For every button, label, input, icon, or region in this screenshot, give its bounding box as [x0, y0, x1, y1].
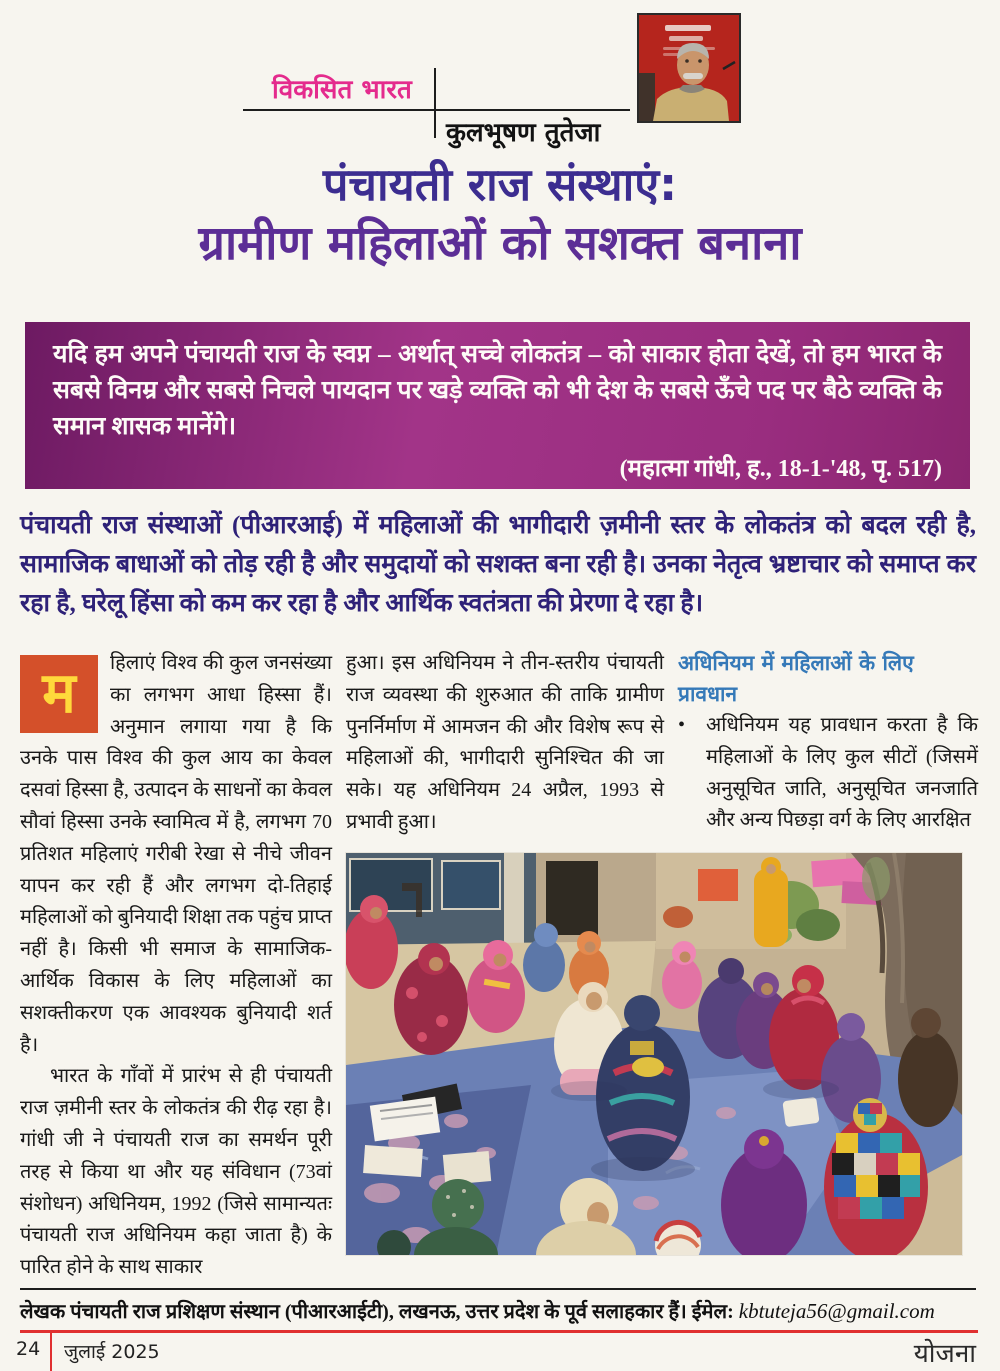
- issue-date: जुलाई 2025: [64, 1341, 160, 1363]
- column-3: [678, 648, 978, 837]
- masthead-vertical-divider: [434, 68, 436, 138]
- title-line-1: पंचायती राज संस्थाएं:: [322, 158, 678, 211]
- footer-red-divider: [50, 1330, 52, 1371]
- title-line-2: ग्रामीण महिलाओं को सशक्त बनाना: [198, 215, 802, 271]
- article-title: [0, 156, 1000, 274]
- quote-attribution: (महात्मा गांधी, ह., 18-1-'48, पृ. 517): [619, 456, 942, 482]
- intro-paragraph: पंचायती राज संस्थाओं (पीआरआई) में महिलाओं की भागीदारी ज़मीनी स्तर के लोकतंत्र को बदल रही है, सामाजिक बाधाओं को तोड़ रही है और समुदायों को सशक्त बना रही है। उनका नेतृत्व भ्रष्टाचार को समाप्त कर रहा है, घरेलू हिंसा को कम कर रहा है और आर्थिक स्वतंत्रता की प्रेरणा दे रहा है।: [20, 512, 976, 617]
- drop-cap: म: [20, 655, 98, 733]
- village-meeting-photo-graphic: [346, 853, 962, 1255]
- village-meeting-photo: [346, 853, 962, 1255]
- author-email: kbtuteja56@gmail.com: [738, 1299, 935, 1323]
- author-photo: [637, 13, 741, 123]
- magazine-name: योजना: [913, 1339, 976, 1368]
- provisions-heading: अधिनियम में महिलाओं के लिए प्रावधान: [678, 651, 914, 706]
- bullet-item: [678, 710, 978, 837]
- column-1-paragraph-2: भारत के गाँवों में प्रारंभ से ही पंचायती राज ज़मीनी स्तर के लोकतंत्र की रीढ़ रहा है। गांधी जी ने पंचायती राज का समर्थन पूरी तरह से किया था और यह संविधान (73वां संशोधन) अधिनियम, 1992 (जिसे सामान्यतः पंचायती राज अधिनियम कहा जाता है) के पारित होने के साथ साकार: [20, 1065, 332, 1279]
- author-note: [20, 1297, 976, 1324]
- column-2-paragraph: हुआ। इस अधिनियम ने तीन-स्तरीय पंचायती राज व्यवस्था की शुरुआत की ताकि ग्रामीण पुनर्निर्माण में आमजन की और विशेष रूप से महिलाओं की, भागीदारी सुनिश्चित की जा सके। यह अधिनियम 24 अप्रैल, 1993 से प्रभावी हुआ।: [346, 652, 664, 833]
- masthead-horizontal-rule: [243, 109, 630, 111]
- page-number: 24: [16, 1338, 41, 1360]
- quote-text: यदि हम अपने पंचायती राज के स्वप्न – अर्थात् सच्चे लोकतंत्र – को साकार होता देखें, तो हम भारत के सबसे विनम्र और सबसे निचले पायदान पर खड़े व्यक्ति को भी देश के सबसे ऊँचे पद पर बैठे व्यक्ति के समान शासक मानेंगे।: [53, 341, 942, 440]
- column-1-paragraph-1: [20, 648, 332, 1061]
- footer-red-line: [20, 1330, 978, 1333]
- bullet-marker-icon: •: [678, 714, 686, 736]
- column-1: [20, 648, 332, 1284]
- author-name: कुलभूषण तुतेजा: [446, 118, 601, 148]
- author-note-text: लेखक पंचायती राज प्रशिक्षण संस्थान (पीआरआईटी), लखनऊ, उत्तर प्रदेश के पूर्व सलाहकार हैं। ईमेल:: [20, 1301, 739, 1323]
- bullet-text: अधिनियम यह प्रावधान करता है कि महिलाओं के लिए कुल सीटों (जिसमें अनुसूचित जाति, अनुसूचित जनजाति और अन्य पिछड़ा वर्ग के लिए आरक्षित: [706, 714, 978, 832]
- column-1-paragraph-1-text: हिलाएं विश्व की कुल जनसंख्या का लगभग आधा हिस्सा हैं। अनुमान लगाया गया है कि उनके पास विश्व की कुल आय का केवल दसवां हिस्सा है, उत्पादन के साधनों का केवल सौवां हिस्सा उनके स्वामित्व में है, लगभग 70 प्रतिशत महिलाएं गरीबी रेखा से नीचे जीवन यापन कर रही हैं और लगभग दो-तिहाई महिलाओं को बुनियादी शिक्षा तक पहुंच प्राप्त नहीं है। किसी भी समाज के सामाजिक-आर्थिक विकास के लिए महिलाओं का सशक्तीकरण एक आवश्यक बुनियादी शर्त है।: [20, 652, 332, 1056]
- quote-box: [25, 322, 970, 489]
- author-note-rule: [20, 1288, 976, 1290]
- author-portrait-graphic: [639, 15, 739, 121]
- section-label: विकसित भारत: [272, 75, 412, 105]
- column-2: [346, 648, 664, 839]
